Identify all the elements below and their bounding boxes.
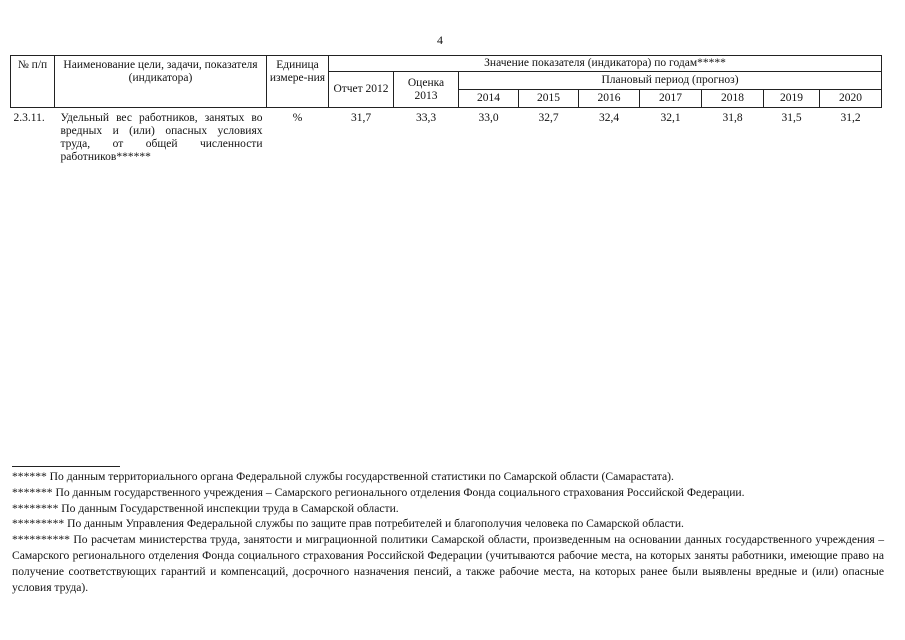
row-year-value: 32,4 xyxy=(598,112,620,124)
header-estimate: Оценка 2013 xyxy=(394,72,459,108)
header-num: № п/п xyxy=(11,56,55,108)
footnote: ********* По данным Управления Федеральной службы по защите прав потребителей и благополучия человека по Самарской области. xyxy=(12,517,684,531)
header-year: 2016 xyxy=(579,90,640,108)
row-year-value: 33,0 xyxy=(478,112,499,124)
header-year: 2014 xyxy=(459,90,519,108)
footnote: ********** По расчетам министерства труда, занятости и миграционной политики Самарской области, произведенным на основании данных государственного учреждения – Самарского регионального отделения Фонда социального страхования Российской Федерации (учитываются рабочие места, на которых заняты работники, имеющие право на получение соответствующих гарантий и компенсаций, досрочного назначения пенсий, а также рабочие места, на которых ранее были выявлены вредные и (или) опасные условия труда). xyxy=(12,533,884,594)
footnote: ******** По данным Государственной инспекции труда в Самарской области. xyxy=(12,501,399,515)
footnote: ****** По данным территориального органа Федеральной службы государственной статистики по Самарской области (Самарастата). xyxy=(12,470,674,483)
header-values-group: Значение показателя (индикатора) по годам***** xyxy=(329,56,882,72)
header-plan-period: Плановый период (прогноз) xyxy=(459,72,882,90)
header-year: 2018 xyxy=(702,90,764,108)
row-report-value: 31,7 xyxy=(350,112,372,124)
footnote-divider xyxy=(12,466,120,467)
row-year-value: 32,1 xyxy=(660,112,681,124)
header-name: Наименование цели, задачи, показателя (индикатора) xyxy=(55,56,267,108)
row-year-value: 31,8 xyxy=(722,112,743,124)
table-row xyxy=(11,108,882,165)
row-year-value: 31,5 xyxy=(781,112,802,124)
row-unit: % xyxy=(292,112,303,124)
header-year: 2017 xyxy=(640,90,702,108)
header-year: 2020 xyxy=(820,90,882,108)
header-year: 2015 xyxy=(519,90,579,108)
row-estimate-value: 33,3 xyxy=(415,112,437,124)
page-number: 4 xyxy=(437,33,443,47)
row-year-value: 32,7 xyxy=(538,112,559,124)
footnotes xyxy=(12,469,884,595)
header-unit: Единица измере-ния xyxy=(267,56,329,108)
header-report: Отчет 2012 xyxy=(329,72,394,108)
footnote: ******* По данным государственного учреждения – Самарского регионального отделения Фонда социального страхования Российской Федерации. xyxy=(12,485,745,499)
row-number: 2.3.11. xyxy=(13,112,45,124)
row-year-value: 31,2 xyxy=(840,112,861,124)
indicator-table xyxy=(10,55,882,164)
header-year: 2019 xyxy=(764,90,820,108)
row-indicator-name: Удельный вес работников, занятых во вредных и (или) опасных условиях труда, от общей численности работников****** xyxy=(60,112,263,163)
